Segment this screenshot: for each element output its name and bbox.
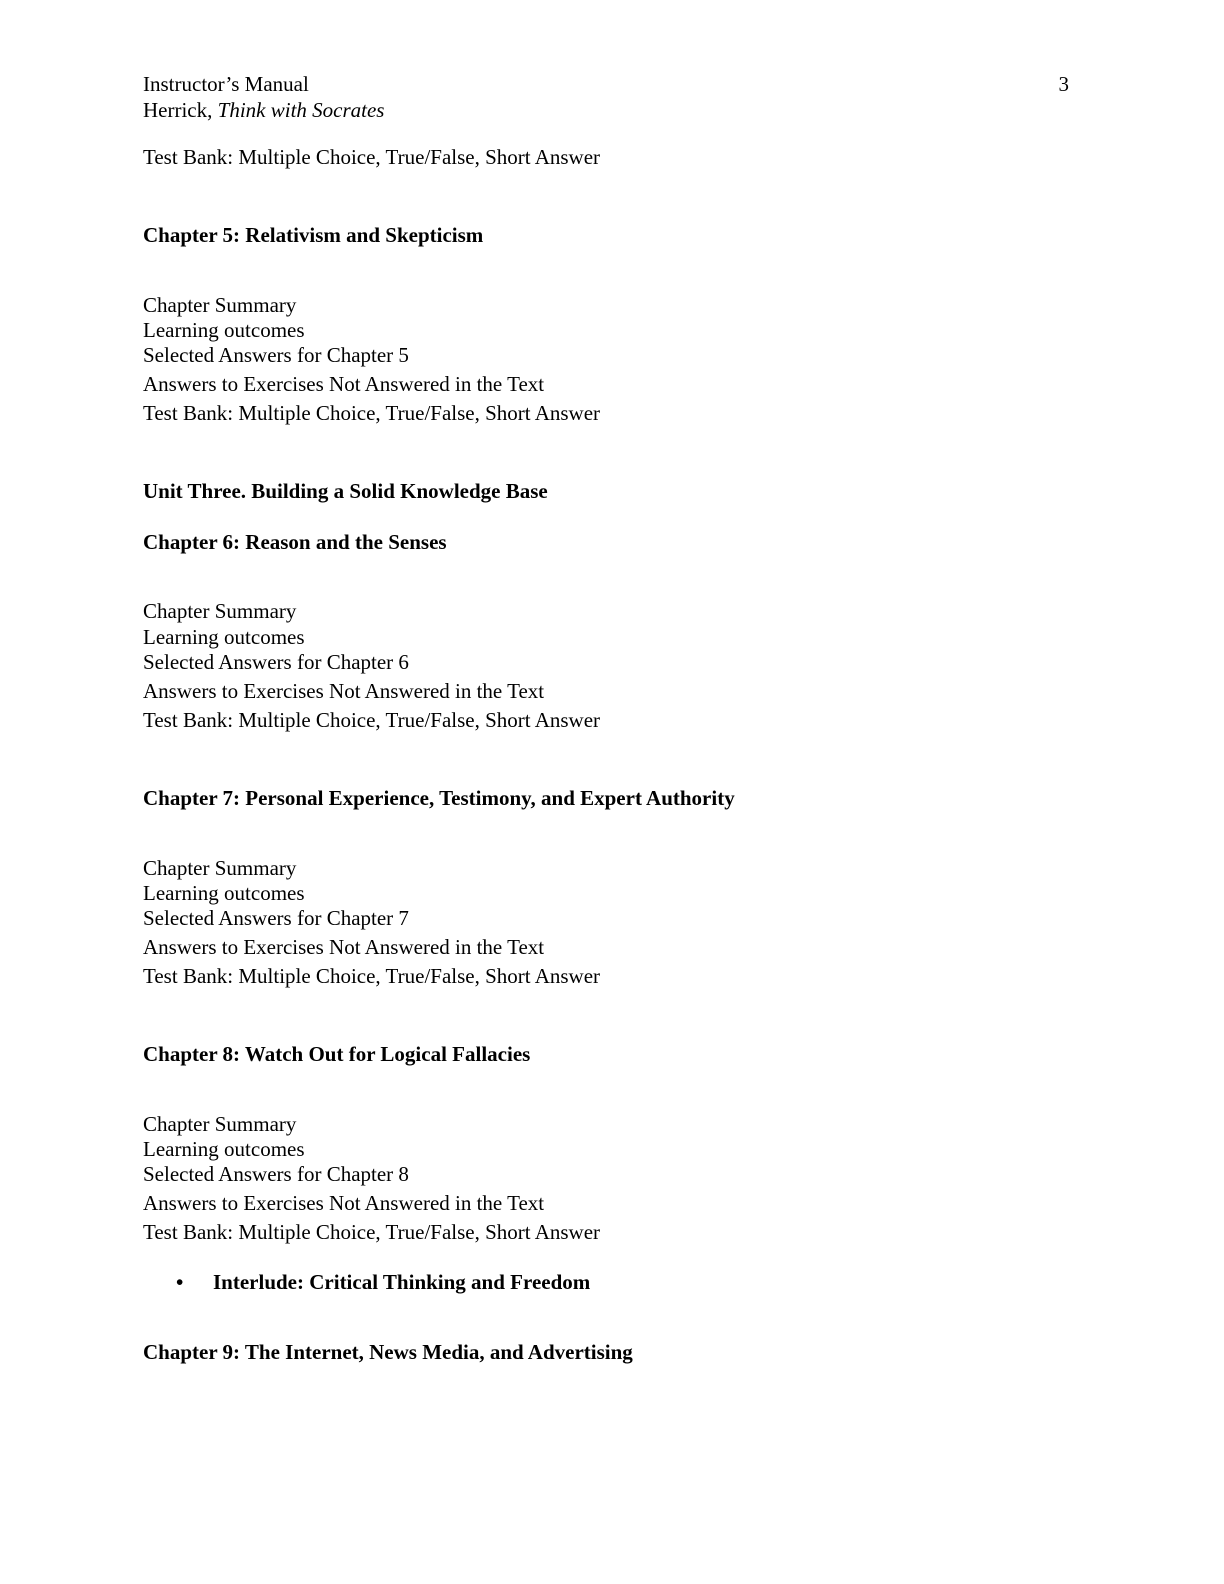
chapter-8-selected-answers: Selected Answers for Chapter 8 [143,1162,409,1186]
chapter-9-heading: Chapter 9: The Internet, News Media, and Advertising [143,1340,633,1364]
unit-3-heading: Unit Three. Building a Solid Knowledge Base [143,479,548,503]
interlude-heading: Interlude: Critical Thinking and Freedom [213,1270,591,1294]
chapter-5-heading: Chapter 5: Relativism and Skepticism [143,223,484,247]
chapter-7-test-bank: Test Bank: Multiple Choice, True/False, Short Answer [143,964,601,988]
chapter-5-selected-answers: Selected Answers for Chapter 5 [143,343,409,367]
chapter-8-test-bank: Test Bank: Multiple Choice, True/False, Short Answer [143,1220,601,1244]
chapter-7-selected-answers: Selected Answers for Chapter 7 [143,906,409,930]
chapter-7-summary: Chapter Summary [143,856,297,880]
chapter-5-outcomes: Learning outcomes [143,318,305,342]
carryover-test-bank: Test Bank: Multiple Choice, True/False, Short Answer [143,145,601,169]
chapter-8-heading: Chapter 8: Watch Out for Logical Fallacies [143,1042,531,1066]
chapter-5-exercise-answers: Answers to Exercises Not Answered in the Text [143,372,545,396]
chapter-6-heading: Chapter 6: Reason and the Senses [143,530,447,554]
header-author: Herrick, [143,98,213,122]
chapter-6-exercise-answers: Answers to Exercises Not Answered in the Text [143,679,545,703]
chapter-6-test-bank: Test Bank: Multiple Choice, True/False, Short Answer [143,708,601,732]
chapter-5-test-bank: Test Bank: Multiple Choice, True/False, Short Answer [143,401,601,425]
chapter-7-exercise-answers: Answers to Exercises Not Answered in the Text [143,935,545,959]
chapter-6-outcomes: Learning outcomes [143,625,305,649]
chapter-7-outcomes: Learning outcomes [143,881,305,905]
chapter-8-outcomes: Learning outcomes [143,1137,305,1161]
chapter-7-heading: Chapter 7: Personal Experience, Testimony, and Expert Authority [143,786,735,810]
chapter-6-selected-answers: Selected Answers for Chapter 6 [143,650,409,674]
chapter-6-summary: Chapter Summary [143,599,297,623]
chapter-8-exercise-answers: Answers to Exercises Not Answered in the Text [143,1191,545,1215]
header-title: Instructor’s Manual [143,72,309,96]
chapter-8-summary: Chapter Summary [143,1112,297,1136]
page-number: 3 [1058,72,1069,96]
chapter-5-summary: Chapter Summary [143,293,297,317]
header-author-line [143,98,384,123]
bullet-icon: • [176,1270,184,1294]
header-book-title: Think with Socrates [217,98,385,122]
